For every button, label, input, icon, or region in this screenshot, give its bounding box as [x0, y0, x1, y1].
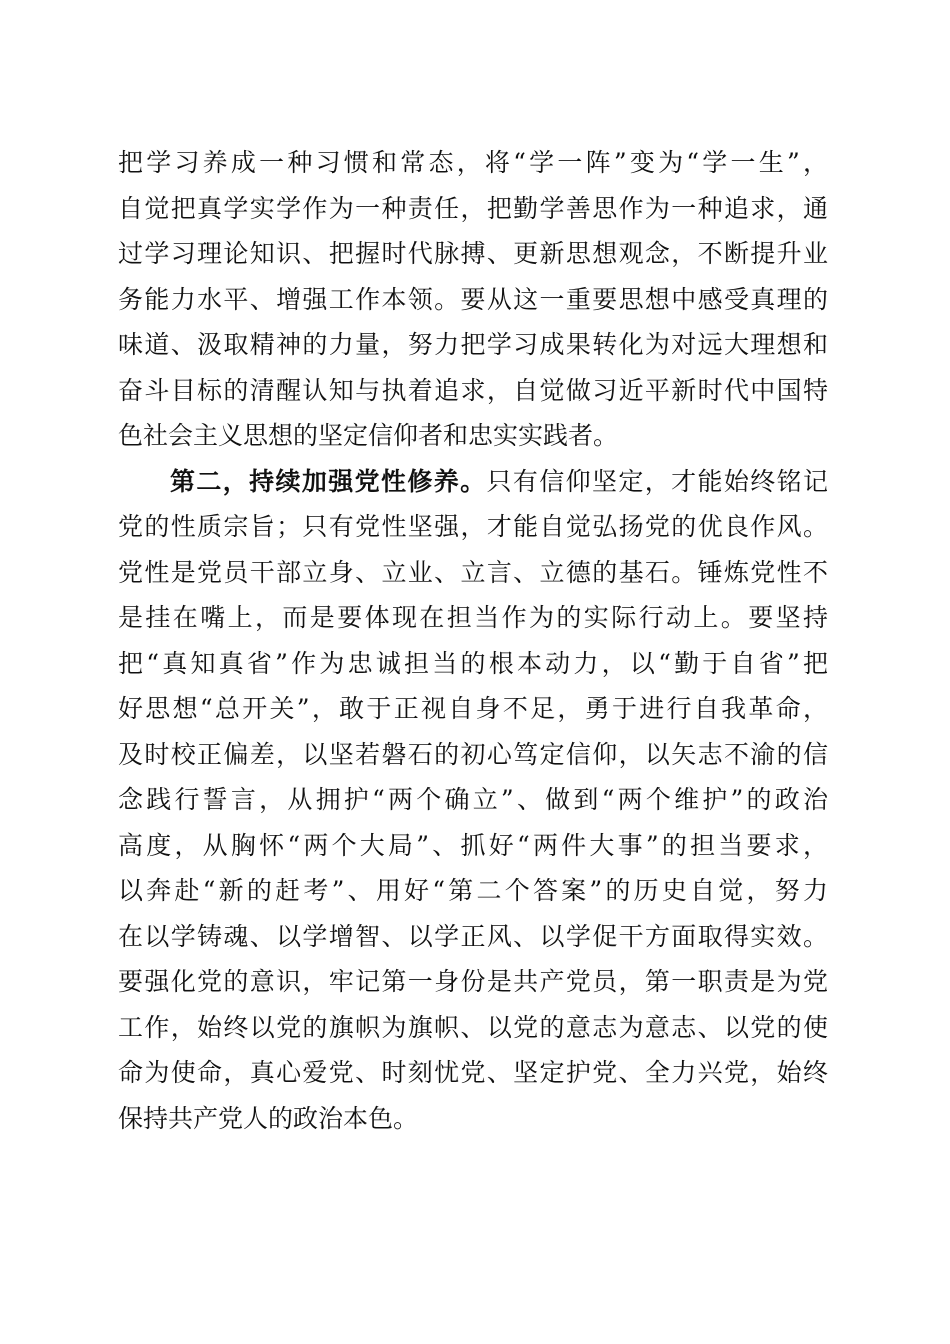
- paragraph-1: [118, 140, 828, 459]
- text-span: 只有信仰坚定，才能始终铭记: [486, 466, 828, 496]
- text-line: 在以学铸魂、以学增智、以学正风、以学促干方面取得实效。: [118, 921, 828, 951]
- text-line: 命为使命，真心爱党、时刻忧党、坚定护党、全力兴党，始终: [118, 1058, 828, 1087]
- text-line: 把“真知真省”作为忠诚担当的根本动力，以“勤于自省”把: [118, 648, 828, 678]
- text-line: 色社会主义思想的坚定信仰者和忠实实践者。: [118, 421, 619, 450]
- text-line: 工作，始终以党的旗帜为旗帜、以党的意志为意志、以党的使: [118, 1012, 828, 1042]
- paragraph-first-line: [118, 459, 828, 505]
- text-line: 是挂在嘴上，而是要体现在担当作为的实际行动上。要坚持: [118, 603, 828, 632]
- document-body: [118, 140, 828, 1141]
- text-line: 保持共产党人的政治本色。: [118, 1103, 419, 1133]
- text-line: 把学习养成一种习惯和常态，将“学一阵”变为“学一生”，: [118, 148, 828, 177]
- text-line: 以奔赴“新的赶考”、用好“第二个答案”的历史自觉，努力: [118, 876, 828, 905]
- text-line: 要强化党的意识，牢记第一身份是共产党员，第一职责是为党: [118, 967, 828, 996]
- text-line: 及时校正偏差，以坚若磐石的初心笃定信仰，以矢志不渝的信: [118, 739, 828, 769]
- text-line: 自觉把真学实学作为一种责任，把勤学善思作为一种追求，通: [118, 193, 828, 223]
- text-line: 党的性质宗旨；只有党性坚强，才能自觉弘扬党的优良作风。: [118, 512, 828, 541]
- text-line: 过学习理论知识、把握时代脉搏、更新思想观念，不断提升业: [118, 239, 828, 268]
- text-line: 好思想“总开关”，敢于正视自身不足，勇于进行自我革命，: [118, 694, 828, 723]
- text-line: 味道、汲取精神的力量，努力把学习成果转化为对远大理想和: [118, 330, 828, 359]
- text-line: 高度，从胸怀“两个大局”、抓好“两件大事”的担当要求，: [118, 830, 828, 860]
- text-line: 务能力水平、增强工作本领。要从这一重要思想中感受真理的: [118, 284, 828, 314]
- text-line: 念践行誓言，从拥护“两个确立”、做到“两个维护”的政治: [118, 785, 828, 814]
- text-line: 党性是党员干部立身、立业、立言、立德的基石。锤炼党性不: [118, 557, 828, 587]
- text-line: 奋斗目标的清醒认知与执着追求，自觉做习近平新时代中国特: [118, 375, 828, 405]
- section-heading: 第二，持续加强党性修养。: [170, 466, 487, 496]
- paragraph-2: [118, 459, 828, 1142]
